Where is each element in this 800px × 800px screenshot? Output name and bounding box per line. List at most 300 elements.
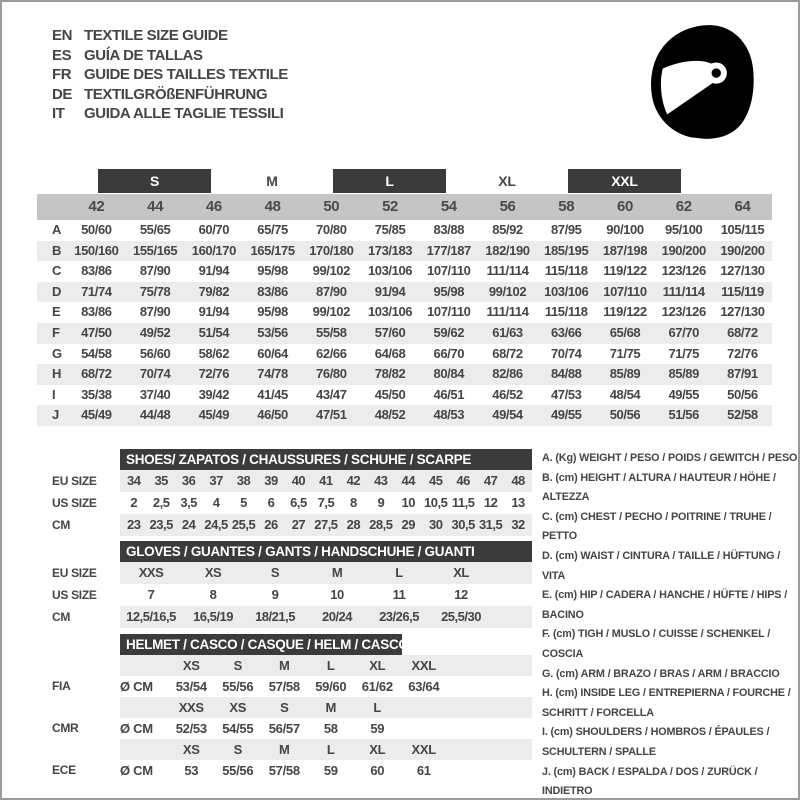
size-value-cell: 18/21,5 xyxy=(255,609,295,624)
measure-value-cell: 66/70 xyxy=(433,345,465,361)
helmet-values-cells xyxy=(120,760,532,781)
measure-value-cell: 47/53 xyxy=(550,386,582,402)
helmet-row-spacer xyxy=(52,655,120,676)
size-value-cell: 30,5 xyxy=(451,517,475,532)
measure-value-cell: 107/110 xyxy=(603,283,647,299)
size-value-cell: 5 xyxy=(240,495,247,510)
helmet-sizes-row-cmr xyxy=(52,697,532,718)
measure-row-label: C xyxy=(52,263,61,279)
measure-value-cell: 80/84 xyxy=(433,366,465,382)
measure-value-cell: 61/63 xyxy=(492,324,523,340)
measure-value-cell: 37/40 xyxy=(139,386,171,402)
size-value-cell: XL xyxy=(453,565,469,580)
size-value-cell: 25,5/30 xyxy=(441,609,481,624)
measure-value-cell: 103/106 xyxy=(367,304,413,320)
measure-value-cell: 65/75 xyxy=(257,222,288,237)
helmet-values-cells xyxy=(120,718,532,739)
size-row-label: CM xyxy=(52,518,71,532)
size-value-cell: 24 xyxy=(181,517,196,532)
measure-value-cell: 71/74 xyxy=(81,283,112,299)
size-row-label: EU SIZE xyxy=(52,566,97,580)
measure-row-i xyxy=(37,385,772,406)
size-row-cells xyxy=(120,584,532,606)
language-code: EN xyxy=(52,27,73,44)
textile-size-table xyxy=(37,169,772,426)
helmet-standard-label: ECE xyxy=(52,763,76,777)
language-code: ES xyxy=(52,46,72,64)
gloves-title-bar xyxy=(120,541,532,562)
measure-value-cell: 64/68 xyxy=(374,345,406,361)
diameter-label: Ø CM xyxy=(120,763,153,778)
helmet-values-row-fia xyxy=(52,676,532,697)
size-value-cell: 43 xyxy=(374,473,388,488)
measure-value-cell: 155/165 xyxy=(133,242,178,258)
helmet-size-cell: M xyxy=(325,700,337,715)
measure-value-cell: 63/66 xyxy=(550,324,582,340)
size-value-cell: 12 xyxy=(454,587,468,602)
measure-value-cell: 105/115 xyxy=(720,222,765,237)
measure-value-cell: 190/200 xyxy=(720,242,765,258)
helmet-size-cell: XXL xyxy=(411,742,436,757)
measure-value-cell: 75/78 xyxy=(139,283,171,299)
size-value-cell: 6 xyxy=(267,495,275,510)
size-group-xxl xyxy=(566,169,683,194)
legend-item: A. (Kg) WEIGHT / PESO / POIDS / GEWITCH / PESO xyxy=(542,452,798,464)
measure-row-e xyxy=(37,302,772,323)
size-row xyxy=(52,606,532,628)
size-row-cells xyxy=(120,606,532,628)
size-value-cell: M xyxy=(331,565,343,580)
measure-value-cell: 87/90 xyxy=(139,263,171,279)
measure-value-cell: 35/38 xyxy=(81,386,112,402)
helmet-size-cell: XL xyxy=(369,658,386,673)
size-value-cell: 23,5 xyxy=(149,517,173,532)
measure-value-cell: 51/56 xyxy=(668,407,699,423)
size-row-label: US SIZE xyxy=(52,588,97,602)
gloves-rows xyxy=(52,562,532,628)
size-value-cell: 35 xyxy=(154,473,168,488)
language-row xyxy=(52,85,288,105)
measure-value-cell: 74/78 xyxy=(257,366,288,382)
size-value-cell: 28,5 xyxy=(369,517,393,532)
size-value-cell: 13 xyxy=(511,495,525,510)
measure-value-cell: 107/110 xyxy=(427,263,471,279)
measure-value-cell: 182/190 xyxy=(485,242,530,258)
size-row-label: CM xyxy=(52,610,71,624)
measure-value-cell: 123/126 xyxy=(661,263,706,279)
measure-row-label: A xyxy=(52,222,61,237)
size-group-row xyxy=(37,169,772,194)
helmet-size-cell: S xyxy=(280,700,289,715)
size-group-spacer xyxy=(683,169,742,194)
helmet-values-row-cmr xyxy=(52,718,532,739)
size-cell: 58 xyxy=(558,198,575,215)
size-value-cell: 37 xyxy=(209,473,223,488)
helmet-value-cell: 52/53 xyxy=(175,721,207,736)
measure-row-g xyxy=(37,344,772,365)
size-value-cell: 29 xyxy=(401,517,415,532)
measure-row-label: F xyxy=(52,324,60,340)
shoes-size-table xyxy=(52,449,532,536)
size-value-cell: XS xyxy=(204,565,222,580)
size-group-box: XXL xyxy=(568,169,681,193)
size-value-cell: 30 xyxy=(428,517,443,532)
helmet-size-cell: XS xyxy=(229,700,247,715)
shoes-rows xyxy=(52,470,532,536)
measure-value-cell: 160/170 xyxy=(191,242,236,258)
measure-value-cell: 79/82 xyxy=(198,283,230,299)
measure-value-cell: 83/86 xyxy=(81,263,112,279)
size-value-cell: 40 xyxy=(291,473,306,488)
measure-value-cell: 60/70 xyxy=(198,222,230,237)
measure-value-cell: 99/102 xyxy=(312,304,350,320)
measure-value-cell: 45/50 xyxy=(374,386,406,402)
size-value-cell: 44 xyxy=(401,473,415,488)
size-value-cell: 12 xyxy=(483,495,498,510)
measure-value-cell: 45/49 xyxy=(81,407,112,423)
size-value-cell: 4 xyxy=(212,495,220,510)
measure-value-cell: 60/64 xyxy=(257,345,288,361)
measure-value-cell: 50/56 xyxy=(609,407,641,423)
measure-value-cell: 53/56 xyxy=(257,324,288,340)
size-row xyxy=(52,492,532,514)
measure-value-cell: 119/122 xyxy=(603,263,647,279)
helmet-title: HELMET / CASCO / CASQUE / HELM / CASCO xyxy=(126,637,409,652)
measure-value-cell: 83/86 xyxy=(81,304,112,320)
language-title-list xyxy=(52,26,288,124)
helmet-size-cell: XS xyxy=(182,658,200,673)
size-value-cell: 2 xyxy=(130,495,138,510)
measure-row-label: E xyxy=(52,304,61,320)
measure-value-cell: 111/114 xyxy=(662,283,705,299)
measure-value-cell: 58/62 xyxy=(198,345,230,361)
helmet-size-cell: XL xyxy=(369,742,386,757)
language-title: GUIDA ALLE TAGLIE TESSILI xyxy=(84,105,284,122)
measure-value-cell: 56/60 xyxy=(139,345,171,361)
measure-value-cell: 57/60 xyxy=(374,324,406,340)
helmet-value-cell: 61 xyxy=(416,763,431,778)
size-row xyxy=(52,562,532,584)
size-group-box: L xyxy=(333,169,446,193)
measure-row-label: H xyxy=(52,366,61,382)
helmet-sizes-row-ece xyxy=(52,739,532,760)
helmet-size-cell: L xyxy=(373,700,382,715)
helmet-size-cell: M xyxy=(278,742,290,757)
size-value-cell: 25,5 xyxy=(231,517,256,532)
measure-value-cell: 95/100 xyxy=(665,222,703,237)
measure-value-cell: 44/48 xyxy=(139,407,171,423)
measure-value-cell: 127/130 xyxy=(720,263,765,279)
measure-value-cell: 51/54 xyxy=(198,324,230,340)
size-cell: 42 xyxy=(88,198,105,215)
measure-value-cell: 43/47 xyxy=(316,386,347,402)
size-value-cell: 27 xyxy=(291,517,306,532)
size-value-cell: 6,5 xyxy=(290,495,307,510)
measure-value-cell: 115/118 xyxy=(544,304,588,320)
measure-value-cell: 127/130 xyxy=(720,304,765,320)
size-value-cell: 47 xyxy=(483,473,498,488)
measure-value-cell: 82/86 xyxy=(492,366,523,382)
size-cell: 48 xyxy=(264,198,281,215)
size-value-cell: 8 xyxy=(349,495,357,510)
size-value-cell: 16,5/19 xyxy=(193,609,233,624)
measure-value-cell: 47/51 xyxy=(316,407,347,423)
shoes-title-bar xyxy=(120,449,532,470)
size-value-cell: 46 xyxy=(456,473,470,488)
size-value-cell: 23 xyxy=(126,517,141,532)
measure-value-cell: 48/54 xyxy=(609,386,641,402)
size-value-cell: 20/24 xyxy=(321,609,353,624)
measure-value-cell: 78/82 xyxy=(374,366,406,382)
measure-value-cell: 71/75 xyxy=(668,345,699,361)
measure-value-cell: 59/62 xyxy=(433,324,465,340)
size-value-cell: 9 xyxy=(377,495,385,510)
size-row-cells xyxy=(120,514,532,536)
measure-value-cell: 91/94 xyxy=(198,304,230,320)
measure-value-cell: 95/98 xyxy=(257,263,288,279)
measure-value-cell: 85/89 xyxy=(668,366,699,382)
size-value-cell: 27,5 xyxy=(314,517,338,532)
size-value-cell: 39 xyxy=(264,473,278,488)
measure-value-cell: 55/58 xyxy=(316,324,347,340)
measure-value-cell: 72/76 xyxy=(727,345,758,361)
language-code: FR xyxy=(52,66,72,83)
measure-row-b xyxy=(37,241,772,262)
measure-value-cell: 46/51 xyxy=(433,386,465,402)
size-cell: 56 xyxy=(499,198,516,215)
measure-value-cell: 39/42 xyxy=(198,386,230,402)
measure-row-label: J xyxy=(52,407,59,423)
helmet-row-spacer xyxy=(52,697,120,718)
size-value-cell: 24,5 xyxy=(204,517,228,532)
measure-value-cell: 111/114 xyxy=(486,304,529,320)
language-row xyxy=(52,65,288,85)
helmet-value-cell: 53/54 xyxy=(175,679,207,694)
size-value-cell: 48 xyxy=(511,473,525,488)
measure-value-cell: 83/88 xyxy=(433,222,465,237)
measure-row-h xyxy=(37,364,772,385)
helmet-value-cell: 61/62 xyxy=(361,679,393,694)
helmet-value-cell: 54/55 xyxy=(222,721,254,736)
helmet-values-row-ece xyxy=(52,760,532,781)
measure-row-label: I xyxy=(52,386,56,402)
helmet-size-cell: L xyxy=(326,658,335,673)
language-title: GUÍA DE TALLAS xyxy=(84,46,203,64)
helmet-size-cell: L xyxy=(326,742,335,757)
size-row-cells xyxy=(120,562,532,584)
measure-value-cell: 46/50 xyxy=(257,407,288,423)
measure-value-cell: 103/106 xyxy=(544,283,589,299)
measure-value-cell: 67/70 xyxy=(668,324,699,340)
diameter-label: Ø CM xyxy=(120,679,153,694)
helmet-size-cell: S xyxy=(233,742,242,757)
measure-value-cell: 70/80 xyxy=(316,222,347,237)
legend-item: E. (cm) HIP / CADERA / HANCHE / HÜFTE / HIPS / BACINO xyxy=(542,589,788,621)
measure-value-cell: 150/160 xyxy=(74,242,119,258)
measure-value-cell: 165/175 xyxy=(250,242,295,258)
measure-value-cell: 47/50 xyxy=(81,324,112,340)
measure-value-cell: 115/119 xyxy=(721,283,764,299)
measure-value-cell: 99/102 xyxy=(312,263,350,279)
helmet-size-cell xyxy=(401,697,448,718)
size-strip-row xyxy=(37,194,772,220)
size-group-xl: XL xyxy=(498,173,516,189)
size-cell: 44 xyxy=(147,198,164,215)
measure-value-cell: 49/52 xyxy=(139,324,171,340)
gloves-title: GLOVES / GUANTES / GANTS / HANDSCHUHE / GUANTI xyxy=(126,544,475,559)
size-value-cell: L xyxy=(395,565,403,580)
measure-value-cell: 62/66 xyxy=(316,345,347,361)
helmet-value-cell: 63/64 xyxy=(408,679,440,694)
language-row xyxy=(52,26,288,46)
helmet-value-cell: 60 xyxy=(370,763,385,778)
helmet-value-cell: 58 xyxy=(323,721,338,736)
size-value-cell: 10 xyxy=(401,495,415,510)
size-cell: 62 xyxy=(675,198,692,215)
measure-value-cell: 49/54 xyxy=(492,407,523,423)
measure-value-cell: 41/45 xyxy=(257,386,288,402)
size-row-label: US SIZE xyxy=(52,496,97,510)
diameter-column-spacer xyxy=(120,697,168,718)
measure-row-label: D xyxy=(52,283,61,299)
helmet-value-cell: 59 xyxy=(323,763,338,778)
measure-value-cell: 70/74 xyxy=(550,345,582,361)
gloves-size-table xyxy=(52,541,532,628)
measure-row-j xyxy=(37,405,772,426)
measure-value-cell: 90/100 xyxy=(606,222,644,237)
size-strip-spacer xyxy=(37,194,67,220)
measure-value-cell: 115/118 xyxy=(544,263,588,279)
legend-item: G. (cm) ARM / BRAZO / BRAS / ARM / BRACCIO xyxy=(542,667,780,680)
size-value-cell: S xyxy=(270,565,280,580)
size-value-cell: 28 xyxy=(346,517,361,532)
size-value-cell: 7 xyxy=(147,587,155,602)
measure-value-cell: 83/86 xyxy=(257,283,288,299)
measure-row-label: B xyxy=(52,242,61,258)
legend-item: J. (cm) BACK / ESPALDA / DOS / ZURÜCK / INDIETRO xyxy=(542,765,758,798)
size-value-cell: 11,5 xyxy=(451,495,475,510)
measure-value-cell: 87/91 xyxy=(727,366,758,382)
size-row xyxy=(52,584,532,606)
measure-value-cell: 173/183 xyxy=(367,242,413,258)
legend-item: B. (cm) HEIGHT / ALTURA / HAUTEUR / HÖHE / ALTEZZA xyxy=(542,471,776,504)
helmet-values-cells xyxy=(120,676,532,697)
measure-value-cell: 72/76 xyxy=(198,366,230,382)
measure-value-cell: 68/72 xyxy=(81,366,112,382)
size-cell: 60 xyxy=(617,198,633,215)
measure-value-cell: 54/58 xyxy=(81,345,112,361)
size-value-cell: 34 xyxy=(126,473,141,488)
measure-value-cell: 65/68 xyxy=(609,324,641,340)
size-row xyxy=(52,514,532,536)
size-cell: 64 xyxy=(734,198,751,215)
helmet-standard-label: FIA xyxy=(52,679,71,693)
helmet-value-cell: 53 xyxy=(184,763,199,778)
size-value-cell: 32 xyxy=(511,517,525,532)
measure-value-cell: 84/88 xyxy=(550,366,582,382)
shoes-title: SHOES/ ZAPATOS / CHAUSSURES / SCHUHE / SCARPE xyxy=(126,452,472,467)
measure-value-cell: 107/110 xyxy=(427,304,471,320)
size-value-cell: 10,5 xyxy=(424,495,448,510)
size-row-cells xyxy=(120,492,532,514)
measure-value-cell: 190/200 xyxy=(661,242,706,258)
helmet-size-cell: S xyxy=(233,658,242,673)
size-row xyxy=(52,470,532,492)
helmet-value-cell: 59/60 xyxy=(315,679,347,694)
measure-value-cell: 48/52 xyxy=(374,407,406,423)
measure-row-c xyxy=(37,261,772,282)
language-code: DE xyxy=(52,85,73,103)
helmet-value-cell: 57/58 xyxy=(268,679,300,694)
size-value-cell: 42 xyxy=(346,473,361,488)
diameter-label: Ø CM xyxy=(120,721,153,736)
size-cell: 50 xyxy=(323,198,340,215)
size-value-cell: 8 xyxy=(209,587,217,602)
legend-item: H. (cm) INSIDE LEG / ENTREPIERNA / FOURCHE / SCHRITT / FORCELLA xyxy=(542,687,791,719)
helmet-value-cell: 56/57 xyxy=(268,721,300,736)
measure-value-cell: 95/98 xyxy=(257,304,288,320)
size-value-cell: 11 xyxy=(392,587,406,602)
measure-value-cell: 46/52 xyxy=(492,386,523,402)
language-title: GUIDE DES TAILLES TEXTILE xyxy=(84,66,288,83)
helmet-size-cell: XXL xyxy=(411,658,436,673)
size-cell: 46 xyxy=(205,198,222,215)
size-value-cell: 7,5 xyxy=(317,495,335,510)
size-value-cell: 23/26,5 xyxy=(379,609,419,624)
size-value-cell: 2,5 xyxy=(152,495,170,510)
measure-value-cell: 85/92 xyxy=(492,222,523,237)
language-row xyxy=(52,104,288,124)
helmet-sizes-row-fia xyxy=(52,655,532,676)
measure-value-cell: 68/72 xyxy=(727,324,758,340)
measure-value-cell: 111/114 xyxy=(486,263,529,279)
measure-value-cell: 76/80 xyxy=(316,366,347,382)
size-value-cell: 10 xyxy=(330,587,344,602)
measure-value-cell: 91/94 xyxy=(374,283,406,299)
legend-item: I. (cm) SHOULDERS / HOMBROS / ÉPAULES / SCHULTERN / SPALLE xyxy=(542,726,770,758)
language-title: TEXTILE SIZE GUIDE xyxy=(84,27,228,44)
measure-row-a xyxy=(37,220,772,241)
size-group-box: S xyxy=(98,169,211,193)
helmet-title-bar xyxy=(120,634,409,655)
size-row-label: EU SIZE xyxy=(52,474,97,488)
measure-value-cell: 50/56 xyxy=(727,386,758,402)
measure-value-cell: 71/75 xyxy=(609,345,641,361)
legend-item: F. (cm) TIGH / MUSLO / CUISSE / SCHENKEL / COSCIA xyxy=(542,628,771,660)
measure-value-cell: 50/60 xyxy=(81,222,112,237)
size-value-cell: 9 xyxy=(271,587,279,602)
measure-value-cell: 177/187 xyxy=(426,242,471,258)
legend-item: D. (cm) WAIST / CINTURA / TAILLE / HÜFTUNG / VITA xyxy=(542,549,781,582)
size-value-cell: XXS xyxy=(138,565,164,580)
racing-helmet-icon xyxy=(647,24,761,140)
measure-value-cell: 187/198 xyxy=(602,242,648,258)
language-row xyxy=(52,46,288,66)
helmet-size-table xyxy=(52,634,532,781)
measure-value-cell: 68/72 xyxy=(492,345,523,361)
measure-value-cell: 75/85 xyxy=(374,222,406,237)
size-group-spacer xyxy=(37,169,96,194)
helmet-sizes-cells xyxy=(120,655,532,676)
size-value-cell: 12,5/16,5 xyxy=(126,609,176,624)
helmet-size-cell: XXS xyxy=(178,700,204,715)
diameter-column-spacer xyxy=(120,739,168,760)
measure-value-cell: 87/95 xyxy=(550,222,582,237)
size-cell: 54 xyxy=(440,198,457,215)
helmet-value-cell: 55/56 xyxy=(222,763,254,778)
measure-row-label: G xyxy=(52,345,62,361)
measure-value-cell: 123/126 xyxy=(661,304,706,320)
